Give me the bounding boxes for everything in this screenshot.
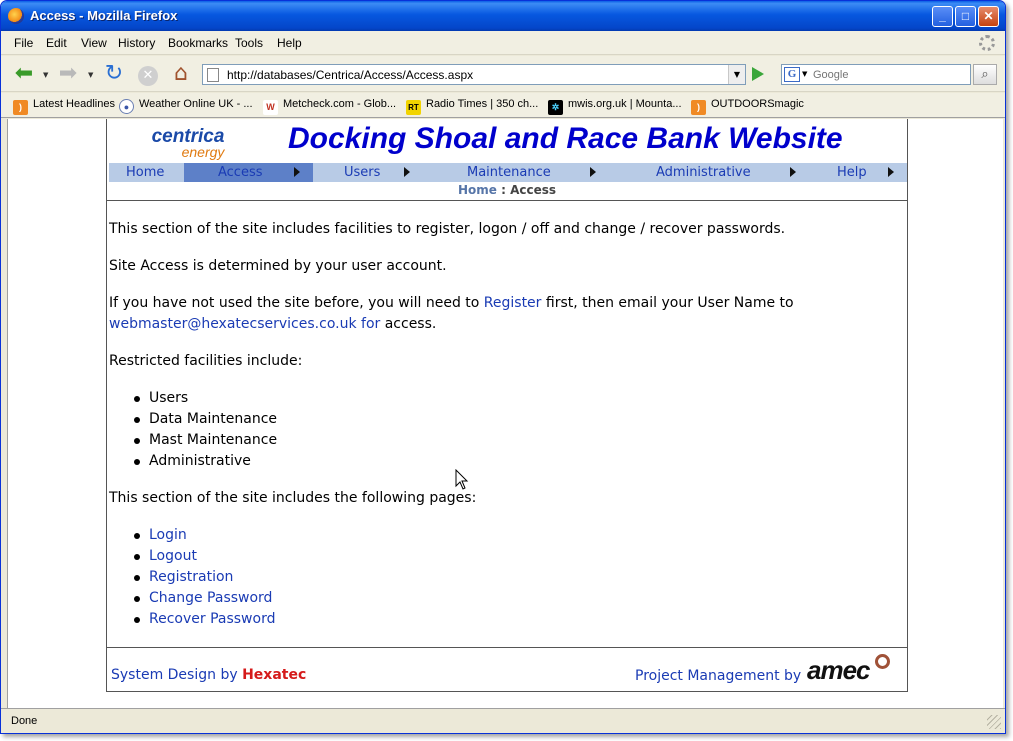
- menu-help[interactable]: Help: [277, 36, 302, 50]
- throbber-icon: [979, 35, 995, 51]
- submenu-arrow-icon: [590, 167, 596, 177]
- breadcrumb: [107, 183, 907, 197]
- stop-icon[interactable]: ✕: [135, 62, 161, 86]
- change-password-link[interactable]: Change Password: [149, 590, 273, 606]
- menu-file[interactable]: File: [14, 36, 34, 50]
- login-link[interactable]: Login: [149, 527, 187, 543]
- list-item: [149, 567, 905, 588]
- bookmark-mwis[interactable]: [548, 98, 682, 114]
- bookmarks-toolbar: [1, 93, 1005, 118]
- search-magnifier-icon[interactable]: ⌕: [973, 64, 997, 85]
- site-title: Docking Shoal and Race Bank Website: [288, 122, 843, 155]
- amec-wordmark: amec: [807, 655, 870, 685]
- breadcrumb-current: Access: [510, 183, 557, 197]
- bookmark-label: Radio Times | 350 ch...: [426, 98, 539, 110]
- metcheck-icon: W: [263, 100, 278, 115]
- navigation-toolbar: [1, 56, 1005, 92]
- header-divider: [107, 200, 907, 201]
- list-item: Data Maintenance: [149, 409, 905, 430]
- forward-arrow-icon[interactable]: ➡: [58, 61, 78, 86]
- nav-maintenance[interactable]: [423, 163, 609, 182]
- site-page: [106, 119, 908, 692]
- submenu-arrow-icon: [294, 167, 300, 177]
- bookmark-radio-times[interactable]: [406, 98, 538, 114]
- content-viewport: [7, 119, 1003, 708]
- bookmark-label: Metcheck.com - Glob...: [283, 98, 397, 110]
- window-title: Access - Mozilla Firefox: [30, 8, 178, 23]
- url-dropdown-icon[interactable]: ▼: [728, 65, 745, 84]
- amec-logo[interactable]: [807, 655, 870, 686]
- list-item: [149, 609, 905, 630]
- main-content: [109, 219, 905, 646]
- restricted-heading: Restricted facilities include:: [109, 353, 303, 369]
- access-paragraph: Site Access is determined by your user account.: [109, 258, 447, 274]
- bookmark-label: Weather Online UK - ...: [139, 98, 253, 110]
- pages-list: [149, 525, 905, 630]
- site-nav: [109, 163, 907, 182]
- project-management-credit: Project Management by: [635, 668, 802, 684]
- logo-text-top: centrica: [151, 126, 225, 147]
- title-bar: [1, 1, 1005, 31]
- bookmark-label: OUTDOORSmagic: [711, 98, 804, 110]
- bookmark-outdoorsmagic[interactable]: [691, 98, 804, 114]
- nav-users[interactable]: [313, 163, 423, 182]
- mwis-icon: ✲: [548, 100, 563, 115]
- reload-icon[interactable]: ↻: [104, 61, 124, 86]
- bookmark-weather-online[interactable]: [119, 98, 253, 114]
- breadcrumb-separator: :: [496, 183, 511, 197]
- page-icon: [207, 68, 219, 82]
- text: first, then email your User Name to: [541, 295, 794, 311]
- close-button[interactable]: ✕: [978, 6, 999, 27]
- recover-password-link[interactable]: Recover Password: [149, 611, 276, 627]
- system-design-credit[interactable]: [111, 667, 306, 683]
- list-item: Administrative: [149, 451, 905, 472]
- home-icon[interactable]: ⌂: [174, 61, 188, 86]
- engine-dropdown-icon[interactable]: ▼: [802, 70, 808, 78]
- nav-label: Access: [218, 165, 263, 180]
- minimize-button[interactable]: _: [932, 6, 953, 27]
- search-box[interactable]: [781, 64, 971, 85]
- google-engine-icon[interactable]: G: [784, 67, 800, 82]
- url-text[interactable]: http://databases/Centrica/Access/Access.aspx: [227, 68, 474, 82]
- submenu-arrow-icon: [404, 167, 410, 177]
- hexatec-brand: Hexatec: [242, 667, 307, 683]
- bookmark-metcheck[interactable]: [263, 98, 396, 114]
- amec-ring-icon: [875, 654, 890, 669]
- text: access.: [380, 316, 437, 332]
- back-dropdown-icon[interactable]: ▼: [43, 71, 49, 79]
- menu-tools[interactable]: Tools: [235, 36, 264, 50]
- status-bar: [1, 708, 1005, 734]
- nav-administrative[interactable]: [609, 163, 802, 182]
- bookmark-latest-headlines[interactable]: [13, 98, 115, 114]
- restricted-list: [149, 388, 905, 472]
- register-paragraph: [109, 293, 905, 335]
- forward-dropdown-icon[interactable]: ▼: [88, 71, 94, 79]
- pages-heading: This section of the site includes the following pages:: [109, 490, 477, 506]
- globe-icon: ●: [119, 99, 134, 114]
- nav-access[interactable]: [184, 163, 313, 182]
- rt-icon: RT: [406, 100, 421, 115]
- status-text: Done: [11, 715, 38, 727]
- logo-text-bottom: energy: [181, 144, 225, 160]
- list-item: [149, 588, 905, 609]
- back-arrow-icon[interactable]: ⬅: [14, 61, 34, 86]
- nav-label: Help: [837, 165, 867, 180]
- firefox-icon: [8, 8, 24, 24]
- list-item: Users: [149, 388, 905, 409]
- go-arrow-icon[interactable]: [752, 67, 764, 81]
- menu-bar: [1, 31, 1005, 55]
- register-link[interactable]: Register: [483, 295, 542, 311]
- registration-link[interactable]: Registration: [149, 569, 234, 585]
- nav-label: Users: [344, 165, 381, 180]
- rss-icon: ): [691, 100, 706, 115]
- intro-paragraph: This section of the site includes facilities to register, logon / off and change / recover passwords.: [109, 221, 786, 237]
- nav-label: Maintenance: [467, 165, 551, 180]
- nav-home[interactable]: [109, 163, 184, 182]
- bookmark-label: mwis.org.uk | Mounta...: [568, 98, 682, 110]
- list-item: [149, 525, 905, 546]
- menu-view[interactable]: View: [81, 36, 107, 50]
- resize-grip-icon[interactable]: [987, 715, 1001, 729]
- list-item: Mast Maintenance: [149, 430, 905, 451]
- nav-help[interactable]: [802, 163, 907, 182]
- submenu-arrow-icon: [888, 167, 894, 177]
- menu-bookmarks[interactable]: Bookmarks: [168, 36, 229, 50]
- list-item: [149, 546, 905, 567]
- credit-text: System Design by: [111, 667, 243, 683]
- footer-divider: [107, 647, 907, 648]
- url-bar[interactable]: [202, 64, 746, 85]
- logout-link[interactable]: Logout: [149, 548, 197, 564]
- bookmark-label: Latest Headlines: [33, 98, 115, 110]
- menu-history[interactable]: History: [118, 36, 156, 50]
- webmaster-email-link[interactable]: webmaster@hexatecservices.co.uk for: [109, 316, 381, 332]
- search-input[interactable]: [813, 67, 963, 82]
- menu-edit[interactable]: Edit: [46, 36, 67, 50]
- nav-label: Administrative: [656, 165, 751, 180]
- text: If you have not used the site before, you will need to: [109, 295, 484, 311]
- nav-label: Home: [126, 165, 165, 180]
- breadcrumb-home[interactable]: Home: [457, 183, 497, 197]
- maximize-button[interactable]: □: [955, 6, 976, 27]
- submenu-arrow-icon: [790, 167, 796, 177]
- centrica-logo[interactable]: [143, 127, 233, 159]
- rss-icon: ): [13, 100, 28, 115]
